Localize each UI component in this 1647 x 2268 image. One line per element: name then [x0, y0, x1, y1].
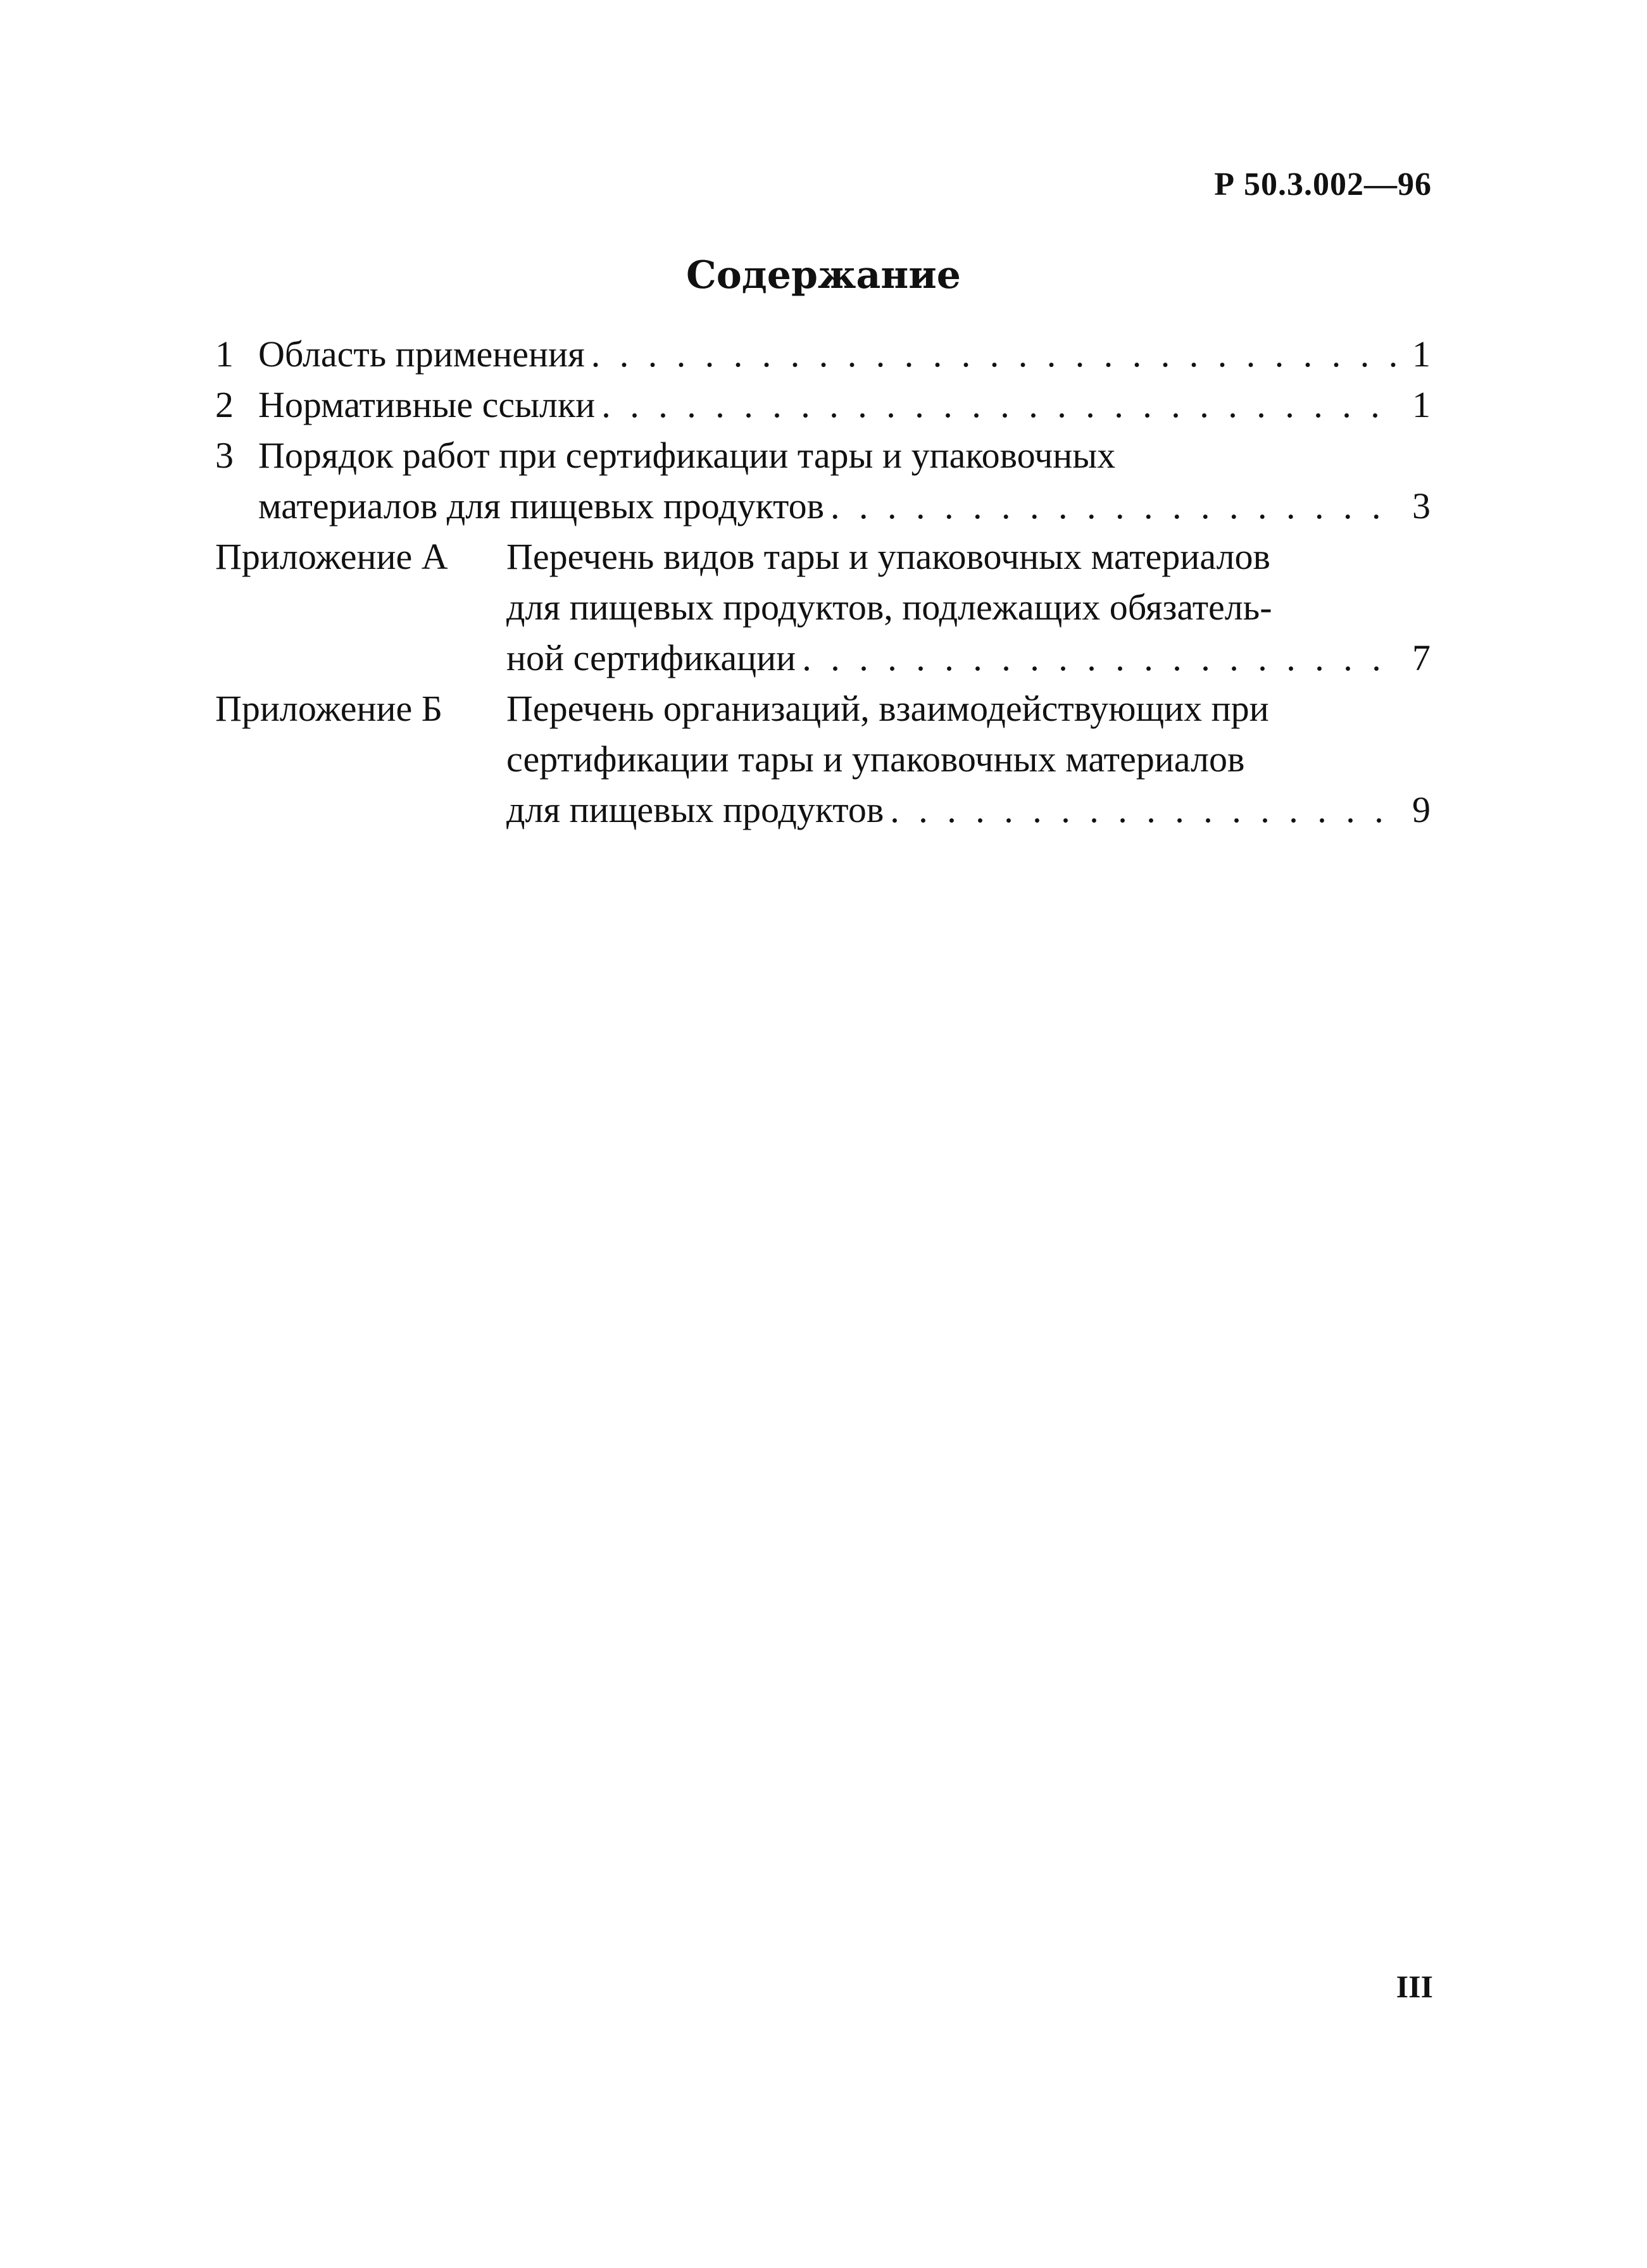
- appendix-label: Приложение А: [215, 536, 448, 577]
- toc-entry-title-line: для пищевых продуктов, подлежащих обязатель-: [506, 587, 1272, 628]
- toc-entry-title-line: Перечень организаций, взаимодействующих при: [506, 688, 1269, 729]
- toc-entry-title: Область применения: [258, 333, 585, 375]
- toc-entry-title-line: Перечень видов тары и упаковочных материалов: [506, 536, 1270, 577]
- toc-entry-page: 9: [1412, 789, 1431, 830]
- toc-entry-title-line: Порядок работ при сертификации тары и упаковочных: [258, 435, 1116, 476]
- dot-leader: [802, 633, 1399, 683]
- toc-entry-number: 1: [215, 333, 234, 375]
- toc-entry-2[interactable]: [215, 380, 1431, 430]
- appendix-label: Приложение Б: [215, 688, 443, 729]
- toc-entry-1[interactable]: [215, 329, 1431, 380]
- toc-entry-page: 1: [1412, 333, 1431, 375]
- document-number: Р 50.3.002—96: [1214, 166, 1432, 202]
- table-of-contents: [215, 329, 1431, 835]
- toc-entry-page: 7: [1412, 637, 1431, 678]
- toc-entry-title-line: для пищевых продуктов: [506, 789, 884, 830]
- toc-entry-number: 2: [215, 384, 234, 425]
- page-title: Содержание: [686, 253, 961, 297]
- toc-entry-number: 3: [215, 435, 234, 476]
- toc-entry-3[interactable]: [215, 430, 1431, 532]
- toc-entry-title-line: сертификации тары и упаковочных материалов: [506, 738, 1245, 780]
- toc-entry-appendix-a[interactable]: [215, 532, 1431, 683]
- toc-entry-title-line: ной сертификации: [506, 637, 796, 678]
- toc-entry-title: Нормативные ссылки: [258, 384, 596, 425]
- toc-entry-page: 3: [1412, 485, 1431, 526]
- toc-entry-page: 1: [1412, 384, 1431, 425]
- dot-leader: [830, 481, 1399, 532]
- dot-leader: [890, 785, 1399, 835]
- page-number: III: [1396, 1969, 1433, 2004]
- dot-leader: [591, 329, 1399, 380]
- toc-entry-title-line: материалов для пищевых продуктов: [258, 485, 824, 526]
- toc-entry-appendix-b[interactable]: [215, 683, 1431, 835]
- dot-leader: [601, 380, 1399, 430]
